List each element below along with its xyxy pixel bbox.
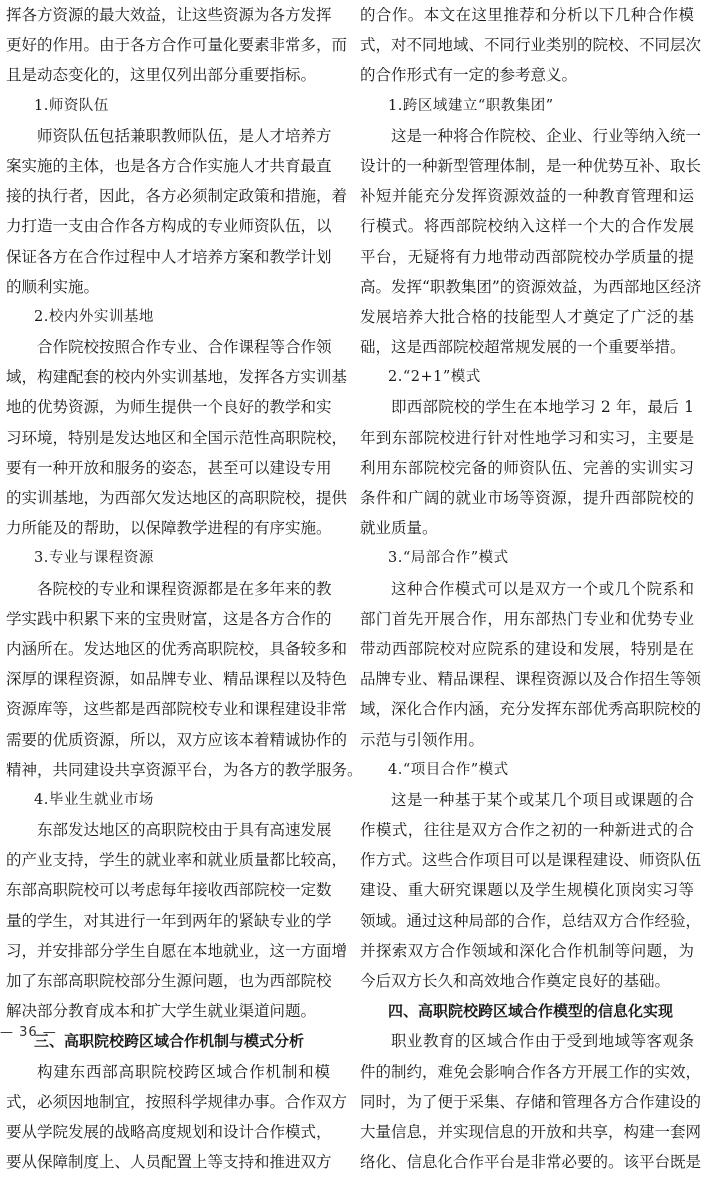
- text-line: 加了东部高职院校部分生源问题，也为西部院校: [6, 972, 332, 990]
- text-line: 件的制约，难免会影响合作各方开展工作的实效，: [360, 1062, 701, 1081]
- text-line: 要从保障制度上、人员配置上等支持和推进双方: [6, 1153, 332, 1172]
- text-line: 内涵所在。发达地区的优秀高职院校，具备较多和: [6, 639, 348, 658]
- text-line: 解决部分教育成本和扩大学生就业渠道问题。: [6, 1002, 317, 1021]
- text-line: 各院校的专业和课程资源都是在多年来的教: [37, 579, 332, 598]
- text-line: 品牌专业、精品课程、课程资源以及合作招生等领: [360, 670, 701, 689]
- text-line: 带动西部院校对应院系的建设和发展，特别是在: [360, 639, 694, 658]
- section-heading: 三、高职院校跨区域合作机制与模式分析: [34, 1032, 305, 1051]
- text-line: 接的执行者，因此，各方必须制定政策和措施，着: [6, 187, 348, 206]
- text-line: 力所能及的帮助，以保障教学进程的有序实施。: [6, 519, 332, 538]
- text-line: 合作院校按照合作专业、合作课程等合作领: [37, 338, 332, 357]
- text-line: 习环境，特别是发达地区和全国示范性高职院校，: [6, 428, 348, 447]
- text-line: 并探索双方合作领域和深化合作机制等问题，为: [360, 941, 694, 960]
- text-line: 案实施的主体，也是各方合作实施人才共育最直: [6, 156, 332, 175]
- text-line: 习，并安排部分学生自愿在本地就业，这一方面增: [6, 941, 348, 960]
- text-line: 同时，为了便于采集、存储和管理各方合作建设的: [360, 1092, 701, 1111]
- left-column: [6, 0, 363, 1177]
- text-line: 挥各方资源的最大效益，让这些资源为各方发挥: [6, 6, 332, 24]
- text-line: 今后双方长久和高效地合作奠定良好的基础。: [360, 972, 671, 990]
- subsection-heading: 4.“项目合作”模式: [388, 761, 509, 778]
- text-line: 的产业支持，学生的就业率和就业质量都比较高，: [6, 851, 348, 870]
- text-line: 这种合作模式可以是双方一个或几个院系和: [391, 579, 694, 598]
- text-line: 利用东部院校完备的师资队伍、完善的实训实习: [360, 458, 694, 477]
- text-line: 师资队伍包括兼职教师队伍，是人才培养方: [37, 126, 332, 145]
- text-line: 的合作形式有一定的参考意义。: [360, 66, 578, 85]
- subsection-heading: 1.师资队伍: [34, 97, 109, 114]
- text-line: 域，构建配套的校内外实训基地，发挥各方实训基: [6, 368, 348, 387]
- text-line: 更好的作用。由于各方合作可量化要素非常多，而: [6, 36, 348, 55]
- text-line: 且是动态变化的，这里仅列出部分重要指标。: [6, 66, 317, 85]
- text-line: 作方式。这些合作项目可以是课程建设、师资队伍: [360, 851, 701, 870]
- text-line: 建设、重大研究课题以及学生规模化顶岗实习等: [360, 881, 694, 900]
- text-line: 平台，无疑将有力地带动西部院校办学质量的提: [360, 247, 694, 266]
- text-line: 精神，共同建设共享资源平台，为各方的教学服务。: [6, 760, 363, 779]
- text-line: 域，深化合作内涵，充分发挥东部优秀高职院校的: [360, 700, 701, 719]
- subsection-heading: 2.“2+1”模式: [388, 369, 481, 386]
- text-line: 大量信息，并实现信息的开放和共享，构建一套网: [360, 1122, 701, 1141]
- subsection-heading: 4.毕业生就业市场: [34, 791, 154, 808]
- text-line: 职业教育的区域合作由于受到地域等客观条: [391, 1032, 694, 1051]
- text-line: 行模式。将西部院校纳入这样一个大的合作发展: [360, 217, 694, 236]
- subsection-heading: 1.跨区域建立“职教集团”: [388, 97, 554, 114]
- text-line: 东部发达地区的高职院校由于具有高速发展: [37, 821, 332, 840]
- text-line: 地的优势资源，为师生提供一个良好的教学和实: [6, 398, 332, 417]
- text-line: 设计的一种新型管理体制，是一种优势互补、取长: [360, 156, 701, 175]
- text-line: 这是一种将合作院校、企业、行业等纳入统一: [391, 126, 701, 145]
- text-line: 年到东部院校进行针对性地学习和实习，主要是: [360, 428, 694, 447]
- text-line: 的合作。本文在这里推荐和分析以下几种合作模: [360, 6, 694, 24]
- text-line: 作模式，往往是双方合作之初的一种新进式的合: [360, 821, 694, 840]
- text-line: 构建东西部高职院校跨区域合作机制和模: [37, 1062, 330, 1081]
- text-line: 式，对不同地域、不同行业类别的院校、不同层次: [360, 36, 701, 55]
- subsection-heading: 2.校内外实训基地: [34, 308, 154, 325]
- right-column: [360, 0, 701, 1177]
- text-line: 深厚的课程资源，如品牌专业、精品课程以及特色: [6, 670, 348, 689]
- subsection-heading: 3.专业与课程资源: [34, 550, 154, 567]
- text-line: 的顺利实施。: [6, 277, 100, 296]
- subsection-heading: 3.“局部合作”模式: [388, 550, 509, 567]
- text-line: 就业质量。: [360, 519, 438, 538]
- text-line: 的实训基地，为西部欠发达地区的高职院校，提供: [6, 489, 348, 507]
- text-line: 学实践中积累下来的宝贵财富，这是各方合作的: [6, 609, 332, 628]
- text-line: 高。发挥“职教集团”的资源效益，为西部地区经济: [360, 277, 701, 296]
- text-line: 条件和广阔的就业市场等资源，提升西部院校的: [360, 489, 694, 507]
- page-number: — 36 —: [0, 1025, 57, 1040]
- text-line: 发展培养大批合格的技能型人才奠定了广泛的基: [360, 307, 694, 326]
- text-line: 资源库等，这些都是西部院校专业和课程建设非常: [6, 700, 348, 719]
- text-line: 领域。通过这种局部的合作，总结双方合作经验，: [360, 911, 701, 930]
- text-line: 示范与引领作用。: [360, 730, 485, 749]
- text-line: 要有一种开放和服务的姿态，甚至可以建设专用: [6, 458, 332, 477]
- text-line: 即西部院校的学生在本地学习 2 年，最后 1: [391, 398, 694, 417]
- text-line: 力打造一支由合作各方构成的专业师资队伍，以: [6, 217, 332, 236]
- text-line: 量的学生，对其进行一年到两年的紧缺专业的学: [6, 911, 332, 930]
- text-line: 保证各方在合作过程中人才培养方案和教学计划: [6, 247, 332, 266]
- section-heading: 四、高职院校跨区域合作模型的信息化实现: [388, 1002, 674, 1021]
- text-line: 补短并能充分发挥资源效益的一种教育管理和运: [360, 187, 694, 206]
- text-line: 础，这是西部院校超常规发展的一个重要举措。: [360, 338, 686, 357]
- text-line: 络化、信息化合作平台是非常必要的。该平台既是: [360, 1153, 701, 1172]
- text-line: 要从学院发展的战略高度规划和设计合作模式，: [6, 1122, 332, 1141]
- text-line: 这是一种基于某个或某几个项目或课题的合: [391, 790, 694, 809]
- text-line: 需要的优质资源，所以，双方应该本着精诚协作的: [6, 730, 348, 749]
- text-line: 部门首先开展合作，用东部热门专业和优势专业: [360, 609, 694, 628]
- text-line: 东部高职院校可以考虑每年接收西部院校一定数: [6, 881, 332, 900]
- text-line: 式，必须因地制宜，按照科学规律办事。合作双方: [6, 1092, 348, 1111]
